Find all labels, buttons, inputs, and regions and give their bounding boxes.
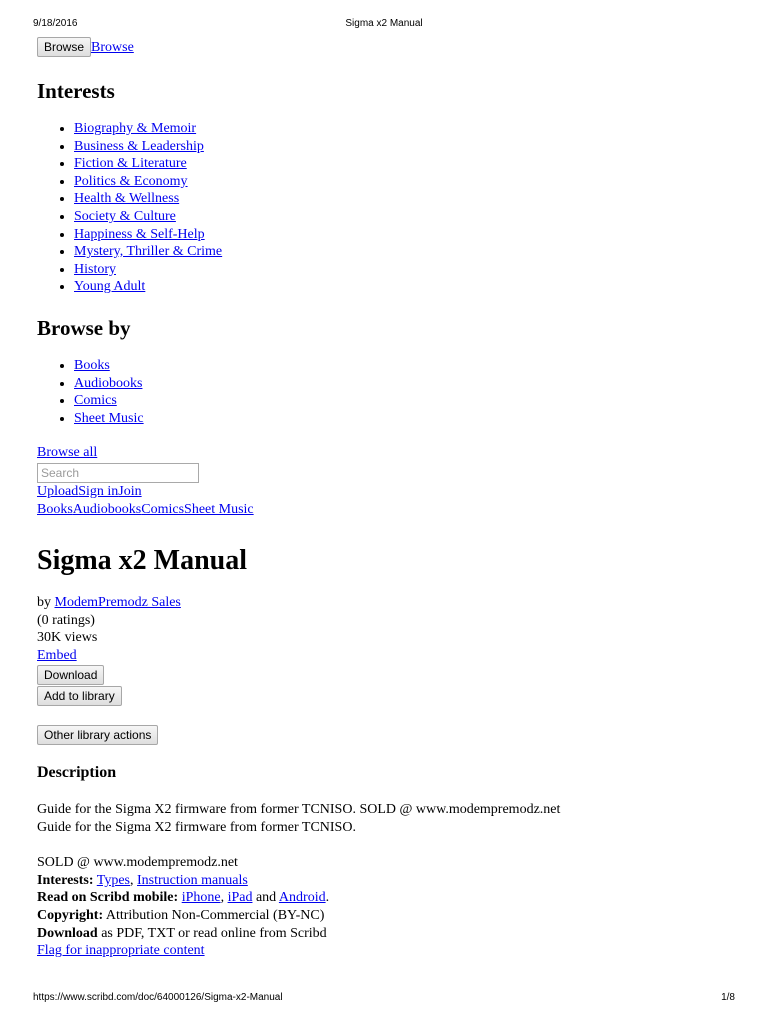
iphone-link[interactable]: iPhone bbox=[181, 890, 221, 906]
browse-by-link[interactable]: Comics bbox=[74, 393, 117, 409]
mobile-line: Read on Scribd mobile: iPhone, iPad and Android. bbox=[37, 890, 330, 906]
list-item bbox=[74, 392, 737, 410]
page-content bbox=[37, 37, 737, 960]
browse-by-link[interactable]: Books bbox=[74, 357, 110, 373]
download-button[interactable]: Download bbox=[37, 665, 104, 685]
audiobooks-link[interactable]: Audiobooks bbox=[72, 501, 142, 517]
download-label: Download bbox=[37, 925, 98, 941]
print-page-number: 1/8 bbox=[721, 992, 735, 1003]
download-line bbox=[37, 925, 737, 943]
list-item bbox=[74, 173, 737, 191]
list-item bbox=[74, 410, 737, 428]
interest-link[interactable]: Young Adult bbox=[74, 279, 146, 295]
print-footer bbox=[33, 992, 735, 1006]
and-text: and bbox=[255, 890, 277, 906]
android-link[interactable]: Android bbox=[278, 890, 326, 906]
top-browse-row bbox=[37, 37, 737, 57]
instruction-manuals-link[interactable]: Instruction manuals bbox=[137, 872, 248, 888]
sheet-music-link[interactable]: Sheet Music bbox=[184, 501, 254, 517]
list-item bbox=[74, 278, 737, 296]
description-line: Guide for the Sigma X2 firmware from former TCNISO. SOLD @ www.modempremodz.net bbox=[37, 802, 561, 818]
flag-content-link[interactable]: Flag for inappropriate content bbox=[37, 943, 205, 959]
print-title: Sigma x2 Manual bbox=[345, 18, 423, 29]
embed-link[interactable]: Embed bbox=[37, 647, 77, 663]
views-count: 30K views bbox=[37, 630, 98, 646]
interest-link[interactable]: Health & Wellness bbox=[74, 191, 180, 207]
other-library-actions-button[interactable]: Other library actions bbox=[37, 725, 158, 745]
copyright-label: Copyright: bbox=[37, 908, 104, 924]
search-input[interactable] bbox=[37, 463, 199, 483]
types-link[interactable]: Types bbox=[96, 872, 131, 888]
list-item bbox=[74, 375, 737, 393]
browse-by-link[interactable]: Audiobooks bbox=[74, 375, 143, 391]
add-to-library-button[interactable]: Add to library bbox=[37, 686, 122, 706]
interests-line: Interests: Types, Instruction manuals bbox=[37, 872, 248, 888]
list-item bbox=[74, 261, 737, 279]
join-link[interactable]: Join bbox=[118, 483, 142, 499]
page-title: Sigma x2 Manual bbox=[37, 545, 248, 577]
sign-in-link[interactable]: Sign in bbox=[78, 483, 119, 499]
interests-heading: Interests bbox=[37, 79, 115, 103]
browse-by-link[interactable]: Sheet Music bbox=[74, 410, 144, 426]
print-header bbox=[33, 18, 735, 32]
browse-by-list bbox=[37, 357, 737, 427]
author-link[interactable]: ModemPremodz Sales bbox=[54, 595, 181, 611]
copyright-value: Attribution Non-Commercial (BY-NC) bbox=[105, 908, 325, 924]
list-item bbox=[74, 243, 737, 261]
interests-label: Interests: bbox=[37, 872, 94, 888]
ratings: (0 ratings) bbox=[37, 612, 95, 628]
interest-link[interactable]: Politics & Economy bbox=[74, 173, 188, 189]
interest-link[interactable]: History bbox=[74, 261, 116, 277]
interest-link[interactable]: Biography & Memoir bbox=[74, 121, 197, 136]
print-date: 9/18/2016 bbox=[33, 18, 78, 29]
list-item bbox=[74, 120, 737, 138]
list-item bbox=[74, 226, 737, 244]
download-text: as PDF, TXT or read online from Scribd bbox=[101, 925, 327, 941]
interest-link[interactable]: Happiness & Self-Help bbox=[74, 226, 205, 242]
list-item bbox=[74, 190, 737, 208]
browse-by-heading: Browse by bbox=[37, 315, 131, 340]
list-item bbox=[74, 138, 737, 156]
upload-link[interactable]: Upload bbox=[37, 483, 79, 499]
browse-link[interactable]: Browse bbox=[91, 40, 134, 55]
interest-link[interactable]: Business & Leadership bbox=[74, 138, 204, 154]
list-item bbox=[74, 155, 737, 173]
list-item bbox=[74, 357, 737, 375]
description-heading: Description bbox=[37, 764, 117, 782]
mobile-label: Read on Scribd mobile: bbox=[37, 890, 179, 906]
description-line: SOLD @ www.modempremodz.net bbox=[37, 855, 238, 871]
interests-list bbox=[37, 120, 737, 296]
books-link[interactable]: Books bbox=[37, 501, 73, 517]
author-line bbox=[37, 594, 737, 612]
browse-all-link[interactable]: Browse all bbox=[37, 445, 98, 461]
interest-link[interactable]: Mystery, Thriller & Crime bbox=[74, 244, 223, 260]
browse-button[interactable]: Browse bbox=[37, 37, 91, 57]
ipad-link[interactable]: iPad bbox=[227, 890, 253, 906]
by-label: by bbox=[37, 595, 51, 611]
category-links bbox=[37, 501, 737, 519]
copyright-line bbox=[37, 907, 737, 925]
comics-link[interactable]: Comics bbox=[141, 501, 185, 517]
interest-link[interactable]: Fiction & Literature bbox=[74, 156, 187, 172]
interest-link[interactable]: Society & Culture bbox=[74, 208, 176, 224]
list-item bbox=[74, 208, 737, 226]
description-line: Guide for the Sigma X2 firmware from former TCNISO. bbox=[37, 820, 356, 836]
print-url: https://www.scribd.com/doc/64000126/Sigma-x2-Manual bbox=[33, 992, 283, 1003]
account-links bbox=[37, 483, 737, 501]
